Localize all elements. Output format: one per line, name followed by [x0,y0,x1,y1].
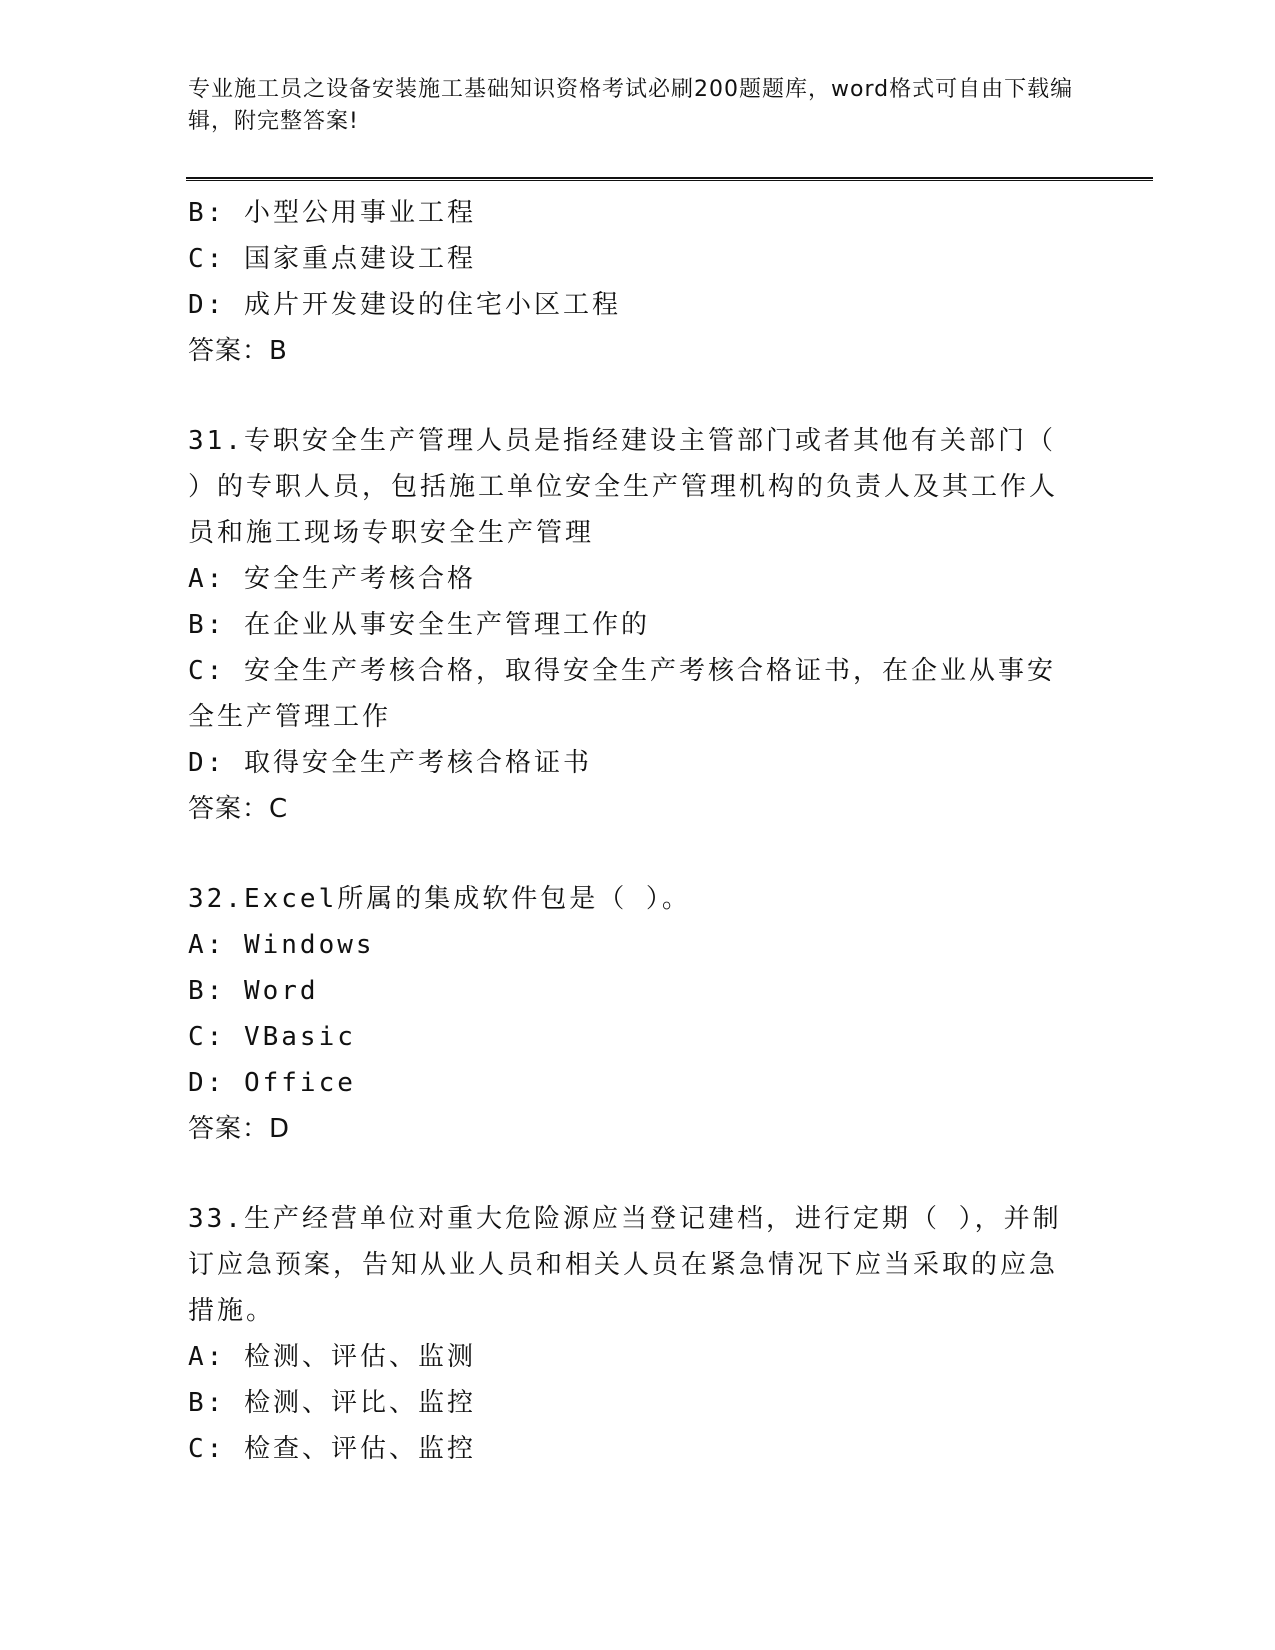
option-c: C: 安全生产考核合格，取得安全生产考核合格证书，在企业从事安全生产管理工作 [188,656,1056,732]
question-list [188,190,1088,1472]
option-d: D: 成片开发建设的住宅小区工程 [188,290,621,320]
option-a: A: 安全生产考核合格 [188,564,476,594]
answer-line: 答案：D [188,1114,291,1144]
option-c: C: VBasic [188,1022,356,1052]
option-b: B: 在企业从事安全生产管理工作的 [188,610,650,640]
question-prev [188,190,1088,374]
option-a: A: 检测、评估、监测 [188,1342,476,1372]
option-d: D: 取得安全生产考核合格证书 [188,748,592,778]
option-c: C: 国家重点建设工程 [188,244,476,274]
question-33 [188,1196,1088,1472]
answer-line: 答案：B [188,336,288,366]
option-c: C: 检查、评估、监控 [188,1434,476,1464]
answer-line: 答案：C [188,794,289,824]
option-d: D: Office [188,1068,356,1098]
question-stem: 32.Excel所属的集成软件包是（ ）。 [188,884,691,914]
document-header: 专业施工员之设备安装施工基础知识资格考试必刷200题题库，word格式可自由下载编辑，附完整答案! [188,77,1074,134]
header-divider [186,177,1153,181]
option-a: A: Windows [188,930,375,960]
option-b: B: 小型公用事业工程 [188,198,476,228]
question-stem: 31.专职安全生产管理人员是指经建设主管部门或者其他有关部门（ ）的专职人员，包括施工单位安全生产管理机构的负责人及其工作人员和施工现场专职安全生产管理 [188,426,1059,548]
question-31 [188,418,1088,832]
question-32 [188,876,1088,1152]
question-stem: 33.生产经营单位对重大危险源应当登记建档，进行定期（ ），并制订应急预案，告知从业人员和相关人员在紧急情况下应当采取的应急措施。 [188,1204,1062,1326]
option-b: B: 检测、评比、监控 [188,1388,476,1418]
option-b: B: Word [188,976,319,1006]
